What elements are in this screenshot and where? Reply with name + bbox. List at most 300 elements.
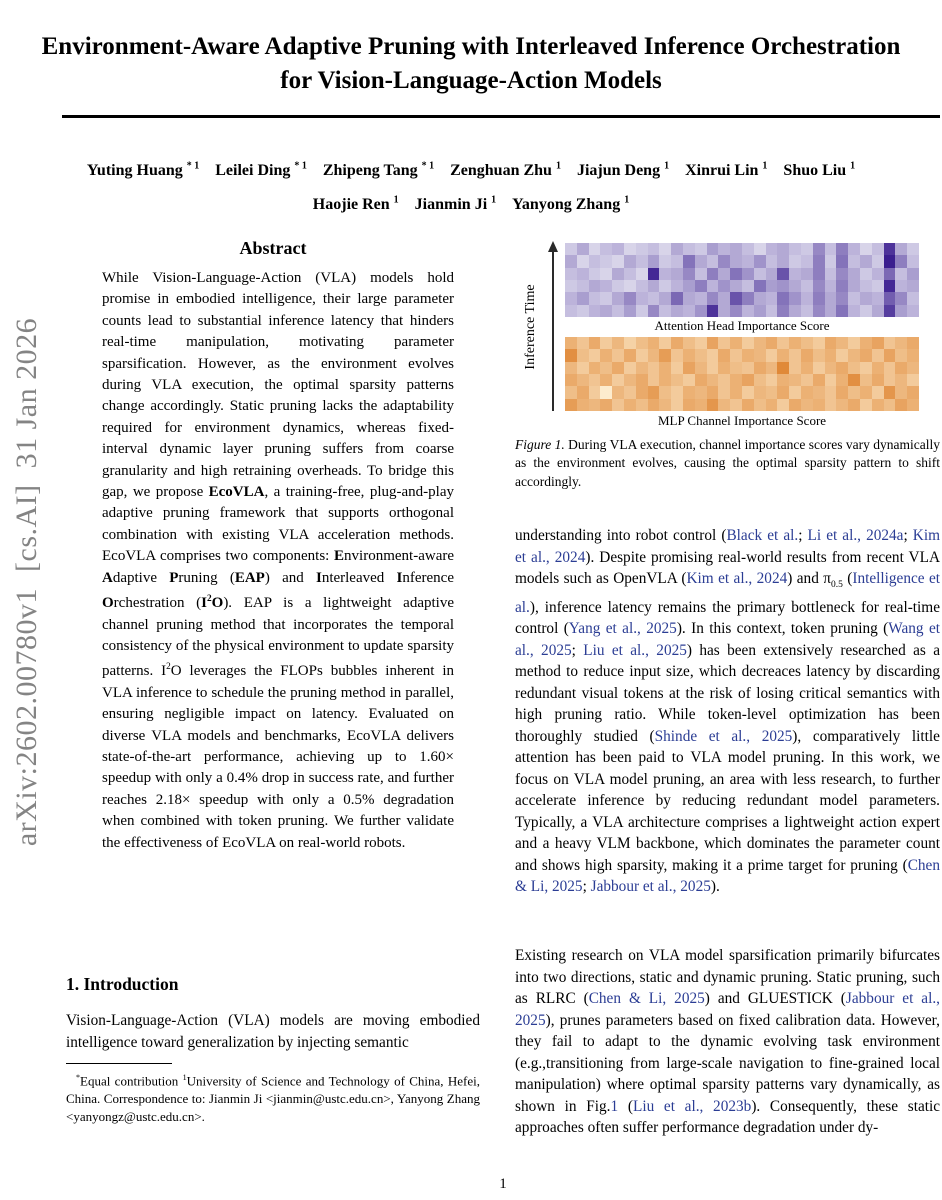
text-run: ; (571, 641, 584, 659)
text-run: O (102, 595, 114, 612)
heatmap-cell (872, 243, 884, 255)
heatmap-cell (754, 362, 766, 374)
heatmap-cell (730, 362, 742, 374)
heatmap-cell (872, 280, 884, 292)
heatmap-cell (895, 268, 907, 280)
heatmap-cell (813, 243, 825, 255)
heatmap-cell (659, 362, 671, 374)
heatmap-cell (766, 243, 778, 255)
heatmap-cell (589, 243, 601, 255)
text-run: understanding into robot control ( (515, 527, 727, 544)
author-affiliation-sup: * 1 (421, 161, 435, 172)
paper-title (34, 30, 908, 98)
body-paragraph-1 (515, 525, 940, 943)
heatmap-cell (612, 268, 624, 280)
heatmap-cell (895, 337, 907, 349)
heatmap-cell (624, 243, 636, 255)
heatmap-cell (801, 305, 813, 317)
heatmap-cell (600, 255, 612, 267)
heatmap-cell (872, 349, 884, 361)
heatmap-cell (884, 374, 896, 386)
citation-link[interactable]: Li et al., 2024a (807, 527, 904, 544)
heatmap-cell (848, 280, 860, 292)
heatmap-cell (718, 374, 730, 386)
heatmap-cell (836, 305, 848, 317)
citation-link[interactable]: Chen & Li, 2025 (588, 990, 705, 1007)
heatmap-cell (872, 399, 884, 411)
heatmap-cell (600, 386, 612, 398)
heatmap-cell (589, 280, 601, 292)
author-name: Zhipeng Tang $^{* 1}$ (322, 161, 435, 180)
heatmap-cell (907, 349, 919, 361)
heatmap-cell (659, 337, 671, 349)
heatmap-cell (671, 374, 683, 386)
heatmap-cell (754, 337, 766, 349)
heatmap-cell (872, 305, 884, 317)
heatmap-cell (600, 349, 612, 361)
heatmap-cell (718, 255, 730, 267)
heatmap-cell (848, 362, 860, 374)
heatmap-cell (589, 399, 601, 411)
text-run: Figure 1. (515, 437, 565, 452)
heatmap-cell (825, 268, 837, 280)
heatmap-cell (648, 243, 660, 255)
heatmap-cell (577, 255, 589, 267)
heatmap-cell (600, 305, 612, 317)
attention-head-heatmap (565, 243, 919, 317)
author-name: Jiajun Deng $^1$ (576, 161, 670, 180)
heatmap-cell (777, 374, 789, 386)
heatmap-cell (671, 305, 683, 317)
text-run: E (334, 548, 345, 565)
heatmap-cell (683, 362, 695, 374)
heatmap-cell (730, 374, 742, 386)
text-run: A (102, 569, 113, 586)
heatmap-cell (860, 386, 872, 398)
heatmap-cell (742, 374, 754, 386)
heatmap-cell (895, 362, 907, 374)
heatmap-cell (648, 399, 660, 411)
heatmap-cell (565, 268, 577, 280)
abstract-heading: Abstract (239, 238, 307, 258)
heatmap-cell (600, 399, 612, 411)
heatmap-cell (836, 243, 848, 255)
heatmap-cell (872, 255, 884, 267)
heatmap-cell (695, 374, 707, 386)
text-run: nvironment-aware (344, 548, 454, 565)
heatmap-cell (742, 268, 754, 280)
heatmap-cell (766, 374, 778, 386)
heatmap-cell (718, 305, 730, 317)
heatmap-cell (813, 268, 825, 280)
footnote-rule (66, 1063, 172, 1064)
heatmap-cell (624, 374, 636, 386)
heatmap-cell (848, 386, 860, 398)
heatmap-cell (600, 292, 612, 304)
citation-link[interactable]: Liu et al., 2023b (632, 1097, 752, 1115)
text-run: ). Consequently, these static approaches often suffer performance degradation under dy- (515, 1097, 940, 1136)
text-run: O (211, 595, 224, 612)
citation-link[interactable]: Wang et al., 2025 (515, 620, 940, 659)
heatmap-cell (754, 243, 766, 255)
heatmap-cell (884, 292, 896, 304)
citation-link[interactable]: Yang et al., 2025 (568, 620, 677, 638)
heatmap-cell (907, 243, 919, 255)
heatmap-cell (659, 386, 671, 398)
author-line-1 (34, 152, 908, 185)
heatmap-cell (659, 349, 671, 361)
text-run: * (76, 1073, 81, 1082)
heatmap-cell (683, 337, 695, 349)
heatmap-cell (648, 362, 660, 374)
heatmap-cell (766, 305, 778, 317)
heatmap-cell (895, 349, 907, 361)
heatmap-cell (848, 337, 860, 349)
text-run: ) has been extensively researched as a method to reduce input size, which decreaces latency by discarding redundant visual tokens at the risk of losing critical semantics with high pruning ratio. While token-level optimization has been thoroughly studied ( (515, 641, 940, 745)
heatmap-cell (659, 243, 671, 255)
text-run: Existing research on VLA model sparsification primarily bifurcates into two directions, static and dynamic pruning. Static pruning, such as RLRC ( (515, 947, 940, 1007)
text-run: nference (402, 569, 454, 586)
heatmap-cell (742, 399, 754, 411)
heatmap-cell (589, 337, 601, 349)
heatmap-cell (683, 374, 695, 386)
heatmap-cell (565, 362, 577, 374)
heatmap-cell (742, 292, 754, 304)
heatmap-cell (789, 337, 801, 349)
figure-1-caption (515, 436, 940, 491)
heatmap-cell (848, 292, 860, 304)
heatmap-cell (777, 255, 789, 267)
citation-link[interactable]: Jabbour et al., 2025 (515, 990, 940, 1029)
heatmap-cell (789, 386, 801, 398)
heatmap-cell (624, 305, 636, 317)
inference-time-arrow-shaft (552, 251, 554, 411)
heatmap-cell (766, 280, 778, 292)
text-run: daptive (112, 569, 170, 586)
text-run: During VLA execution, channel importance scores vary dynamically as the environment evolves, causing the optimal sparsity pattern to shift accordingly. (515, 437, 940, 489)
heatmap-cell (695, 349, 707, 361)
heatmap-cell (813, 386, 825, 398)
heatmap-cell (695, 399, 707, 411)
heatmap-cell (659, 374, 671, 386)
heatmap-cell (754, 386, 766, 398)
heatmap-cell (612, 374, 624, 386)
heatmap-cell (577, 337, 589, 349)
heatmap-cell (648, 280, 660, 292)
heatmap-cell (766, 386, 778, 398)
heatmap-cell (860, 337, 872, 349)
heatmap-cell (777, 292, 789, 304)
heatmap-cell (671, 337, 683, 349)
heatmap-cell (884, 255, 896, 267)
heatmap-cell (695, 386, 707, 398)
author-affiliation-sup: * 1 (186, 161, 200, 172)
heatmap-cell (884, 243, 896, 255)
citation-link[interactable]: Intelligence et al. (515, 570, 940, 616)
heatmap-cell (612, 292, 624, 304)
heatmap-cell (707, 255, 719, 267)
text-run: , a training-free, plug-and-play adaptive pruning framework that supports orthogonal combination with existing VLA acceleration methods. EcoVLA comprises two components: (102, 484, 454, 565)
heatmap-cell (907, 280, 919, 292)
heatmap-cell (848, 399, 860, 411)
heatmap-cell (565, 374, 577, 386)
heatmap-cell (648, 337, 660, 349)
heatmap-cell (730, 280, 742, 292)
heatmap-cell (836, 255, 848, 267)
citation-link[interactable]: Liu et al., 2025 (583, 641, 687, 659)
text-run: ), inference latency remains the primary bottleneck for real-time control ( (515, 598, 940, 638)
heatmap-cell (671, 255, 683, 267)
footnote-text (66, 1069, 480, 1126)
heatmap-cell (600, 374, 612, 386)
heatmap-cell (884, 362, 896, 374)
heatmap-cell (907, 292, 919, 304)
heatmap-cell (884, 280, 896, 292)
heatmap-cell (612, 305, 624, 317)
heatmap-cell (577, 399, 589, 411)
heatmap-cell (636, 280, 648, 292)
heatmap-cell (895, 386, 907, 398)
heatmap-cell (707, 243, 719, 255)
heatmap-cell (718, 243, 730, 255)
heatmap-cell (754, 280, 766, 292)
heatmap-cell (789, 243, 801, 255)
heatmap-cell (907, 337, 919, 349)
heatmap-cell (707, 362, 719, 374)
heatmap-cell (766, 349, 778, 361)
heatmap-cell (577, 243, 589, 255)
heatmap-cell (742, 349, 754, 361)
heatmap-cell (777, 268, 789, 280)
heatmap-cell (754, 292, 766, 304)
heatmap-cell (600, 362, 612, 374)
author-line-2 (34, 185, 908, 218)
citation-link[interactable]: Kim et al., 2024 (686, 570, 788, 587)
heatmap-cell (565, 280, 577, 292)
right-column (515, 236, 940, 1176)
heatmap-cell (766, 337, 778, 349)
heatmap-cell (624, 362, 636, 374)
heatmap-cell (648, 255, 660, 267)
text-run: I (201, 595, 207, 612)
heatmap-cell (718, 337, 730, 349)
heatmap-cell (730, 292, 742, 304)
heatmap-cell (801, 280, 813, 292)
author-affiliation-sup: 1 (762, 161, 768, 172)
heatmap-cell (825, 374, 837, 386)
author-list (34, 152, 908, 219)
text-run: ) and π (787, 570, 831, 587)
heatmap-cell (860, 399, 872, 411)
heatmap-cell (707, 305, 719, 317)
heatmap-cell (766, 362, 778, 374)
heatmap-cell (872, 374, 884, 386)
heatmap-cell (589, 362, 601, 374)
heatmap-cell (836, 268, 848, 280)
heatmap-cell (825, 305, 837, 317)
heatmap-cell (860, 268, 872, 280)
heatmap-cell (754, 349, 766, 361)
text-run: EcoVLA (208, 484, 265, 501)
paper-title-line1: Environment-Aware Adaptive Pruning with Interleaved Inference Orchestration (41, 33, 901, 60)
author-affiliation-sup: 1 (393, 194, 399, 206)
heatmap-cell (777, 349, 789, 361)
heatmap-cell (695, 243, 707, 255)
heatmap-cell (754, 374, 766, 386)
heatmap-cell (836, 292, 848, 304)
abstract-text (102, 268, 454, 940)
heatmap-cell (636, 362, 648, 374)
text-run: ; (798, 527, 808, 544)
heatmap-cell (659, 305, 671, 317)
citation-link[interactable]: Jabbour et al., 2025 (590, 878, 711, 896)
heatmap-cell (718, 386, 730, 398)
heatmap-cell (718, 349, 730, 361)
heatmap-cell (730, 349, 742, 361)
heatmap-cell (624, 292, 636, 304)
heatmap-cell (695, 305, 707, 317)
heatmap-cell (777, 386, 789, 398)
heatmap-cell (600, 280, 612, 292)
heatmap-cell (801, 349, 813, 361)
heatmap-cell (600, 268, 612, 280)
heatmap-cell (577, 292, 589, 304)
heatmap-cell (683, 243, 695, 255)
heatmap-cell (695, 255, 707, 267)
heatmap-cell (659, 268, 671, 280)
heatmap-cell (636, 349, 648, 361)
heatmap-cell (907, 255, 919, 267)
heatmap-cell (707, 374, 719, 386)
heatmap-cell (777, 362, 789, 374)
text-run: ), prunes parameters based on fixed calibration data. However, they fail to adapt to the dynamic evolving task environment (e.g.,transitioning from large-scale navigation to fine-grained local manipulation) where optimal sparsity patterns vary dynamically, as shown in Fig. (515, 1011, 940, 1115)
text-run: O leverages the FLOPs bubbles inherent in VLA inference to schedule the pruning method in parallel, ensuring negligible impact on latency. Evaluated on diverse VLA models and benchmarks, EcoVLA delivers state-of-the-art performance, achieving up to 1.60× speedup with only a 0.4% drop in success rate, and further reaches 2.18× speedup with only a 0.5% degradation when combined with token pruning. We further validate the effectiveness of EcoVLA on real-world robots. (102, 663, 454, 851)
heatmap-cell (659, 399, 671, 411)
heatmap-cell (612, 386, 624, 398)
text-run: While Vision-Language-Action (VLA) models hold promise in embodied intelligence, their large parameter counts lead to substantial inference latency that hinders real-time manipulation, motivating parameter sparsification. However, as the environment evolves during VLA execution, the optimal sparsity patterns change accordingly. Static pruning lacks the adaptability required for environment dynamics, whereas fixed-interval dynamic layer pruning suffers from coarse granularity and high retraining overheads. To bridge this gap, we propose (102, 270, 454, 501)
heatmap-cell (895, 280, 907, 292)
heatmap-cell (907, 374, 919, 386)
heatmap-cell (718, 268, 730, 280)
heatmap-cell (636, 268, 648, 280)
author-name: Leilei Ding $^{* 1}$ (215, 161, 307, 180)
heatmap-cell (884, 386, 896, 398)
heatmap-cell (801, 255, 813, 267)
text-run: University of Science and Technology of China, Hefei, China. Correspondence to: Jianmin Ji <jianmin@ustc.edu.cn>, Yanyong Zhang <yanyongz@ustc.edu.cn>. (66, 1073, 480, 1125)
heatmap-cell (884, 399, 896, 411)
heatmap-cell (648, 268, 660, 280)
heatmap-cell (683, 349, 695, 361)
heatmap-cell (707, 349, 719, 361)
heatmap-cell (742, 337, 754, 349)
title-rule (62, 115, 940, 118)
heatmap-cell (848, 255, 860, 267)
heatmap-cell (777, 280, 789, 292)
heatmap-cell (730, 305, 742, 317)
text-run: EAP (234, 569, 265, 586)
heatmap-cell (695, 280, 707, 292)
heatmap-cell (777, 399, 789, 411)
heatmap-cell (754, 268, 766, 280)
text-run: ). In this context, token pruning ( (676, 620, 889, 638)
heatmap-cell (671, 399, 683, 411)
heatmap-cell (825, 399, 837, 411)
heatmap-cell (695, 292, 707, 304)
heatmap-cell (624, 268, 636, 280)
citation-link[interactable]: Kim et al., 2024 (515, 527, 940, 566)
text-run: nterleaved (321, 569, 397, 586)
heatmap-cell (683, 399, 695, 411)
figure-ylabel: Inference Time (523, 284, 538, 370)
heatmap-cell (565, 255, 577, 267)
text-run: 2 (166, 662, 171, 673)
paper-title-line2: for Vision-Language-Action Models (280, 67, 662, 94)
heatmap-cell (872, 337, 884, 349)
author-name: Yuting Huang $^{* 1}$ (86, 161, 200, 180)
heatmap-cell (801, 399, 813, 411)
heatmap-cell (683, 305, 695, 317)
heatmap-cell (872, 268, 884, 280)
heatmap-cell (671, 362, 683, 374)
heatmap-cell (848, 268, 860, 280)
heatmap-cell (671, 349, 683, 361)
left-column (66, 236, 480, 1166)
heatmap-cell (707, 337, 719, 349)
heatmap-cell (872, 292, 884, 304)
heatmap-cell (589, 374, 601, 386)
heatmap-cell (884, 337, 896, 349)
heatmap-cell (860, 255, 872, 267)
heatmap-cell (895, 399, 907, 411)
heatmap-cell (813, 362, 825, 374)
heatmap-cell (813, 337, 825, 349)
heatmap-cell (636, 374, 648, 386)
heatmap-cell (565, 349, 577, 361)
heatmap-cell (825, 280, 837, 292)
author-name: Shuo Liu $^1$ (783, 161, 856, 180)
heatmap-cell (671, 280, 683, 292)
heatmap-cell (836, 349, 848, 361)
heatmap-cell (860, 280, 872, 292)
heatmap-cell (589, 255, 601, 267)
citation-link[interactable]: Chen & Li, 2025 (515, 856, 940, 896)
heatmap-cell (895, 255, 907, 267)
text-run: 1 (182, 1073, 187, 1082)
heatmap-cell (718, 362, 730, 374)
heatmap-cell (825, 349, 837, 361)
text-run: 2 (206, 594, 212, 605)
heatmap-cell (742, 362, 754, 374)
heatmap-cell (836, 374, 848, 386)
heatmap-cell (825, 337, 837, 349)
heatmap-cell (848, 243, 860, 255)
heatmap-cell (801, 337, 813, 349)
heatmap-cell (884, 349, 896, 361)
heatmap-cell (907, 386, 919, 398)
heatmap-cell (825, 292, 837, 304)
citation-link[interactable]: Shinde et al., 2025 (654, 727, 793, 745)
heatmap-cell (766, 292, 778, 304)
author-name: Xinrui Lin $^1$ (685, 161, 768, 180)
heatmap-cell (884, 305, 896, 317)
heatmap-cell (801, 362, 813, 374)
heatmap-cell (813, 305, 825, 317)
heatmap-cell (695, 362, 707, 374)
citation-link[interactable]: Black et al. (726, 527, 799, 544)
heatmap-cell (766, 255, 778, 267)
citation-link[interactable]: 1 (610, 1097, 619, 1115)
heatmap-cell (742, 305, 754, 317)
